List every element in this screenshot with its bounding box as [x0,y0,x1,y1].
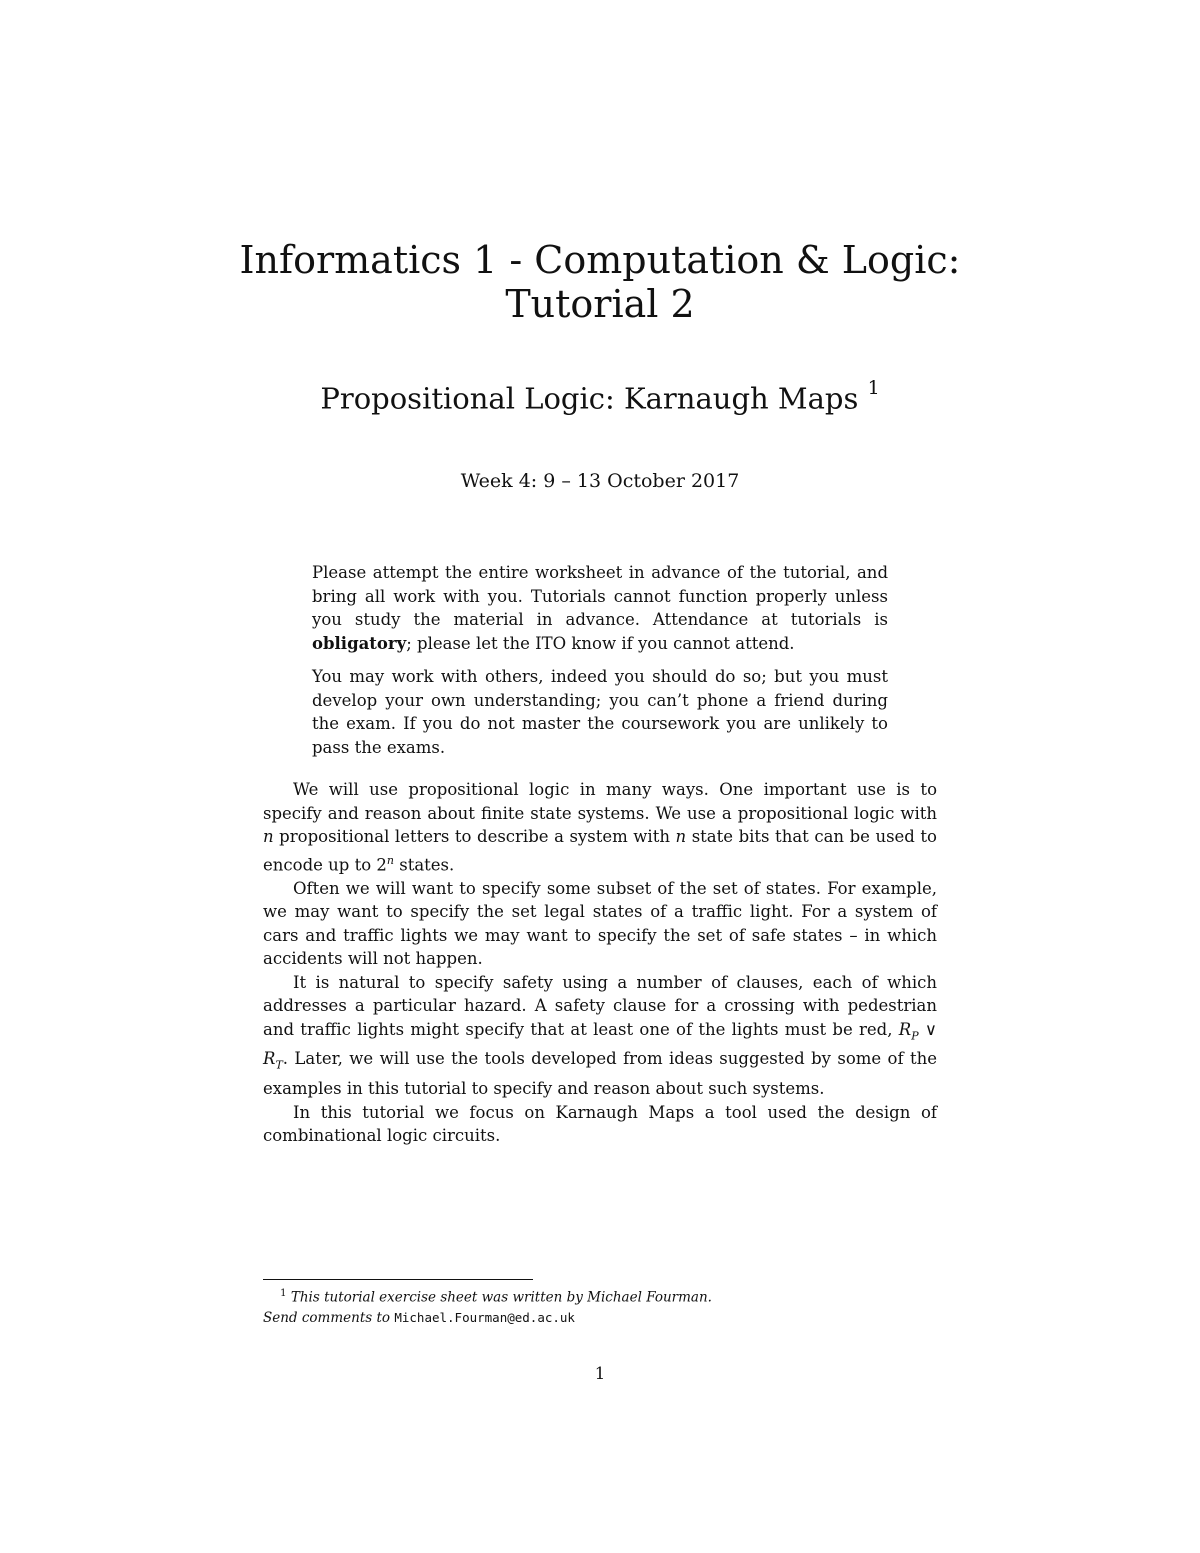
math-or-symbol: ∨ [918,1019,937,1039]
body-paragraph-1 [263,778,937,877]
footnote-divider [263,1279,533,1280]
body-p1-a: We will use propositional logic in many ways. One important use is to specify and reason about finite state systems. We use a propositional logic with [263,780,937,823]
footnote-line-2 [263,1308,937,1328]
abstract-p1-after: ; please let the ITO know if you cannot attend. [406,633,795,653]
title-line-1: Informatics 1 - Computation & Logic: [239,238,961,282]
abstract-p1-bold: obligatory [312,633,407,653]
math-exponent-n: n [386,853,394,867]
footnote-email[interactable]: Michael.Fourman@ed.ac.uk [394,1309,575,1325]
title-line-2: Tutorial 2 [505,282,695,326]
body-paragraph-2: Often we will want to specify some subset of the set of states. For example, we may want to specify the set legal states of a traffic light. For a system of cars and traffic lights we may want to specify the set of safe states – in which accidents will not happen. [263,878,937,968]
page-number: 1 [594,1364,606,1383]
math-subscript-P: P [911,1028,919,1042]
subtitle-text: Propositional Logic: Karnaugh Maps [320,381,859,416]
subtitle-footnote-mark: 1 [867,377,880,399]
body-paragraph-4: In this tutorial we focus on Karnaugh Maps a tool used the design of combinational logic circuits. [263,1102,937,1146]
body-p1-b: propositional letters to describe a system with [273,827,676,846]
body-p1-c: state bits that can be used to encode up to 2 [263,827,937,874]
math-R: R [898,1019,912,1039]
footnote-send-comments: Send comments to [263,1309,391,1326]
abstract-p1-before: Please attempt the entire worksheet in advance of the tutorial, and bring all work with you. Tutorials cannot function properly unless you study the material in advance. Attendance at tutorials is [312,563,888,629]
footnote-line-1 [263,1284,937,1308]
footnote-text: This tutorial exercise sheet was written by Michael Fourman. [290,1289,712,1306]
footnote [263,1284,937,1328]
document-title [0,238,1200,326]
body-text [263,778,937,1148]
body-paragraph-3 [263,971,937,1101]
body-p3-a: It is natural to specify safety using a number of clauses, each of which addresses a particular hazard. A safety clause for a crossing with pedestrian and traffic lights might specify that at least one of the lights must be red, [263,972,937,1039]
math-n: n [675,827,687,846]
body-p1-d: states. [393,855,455,874]
document-date: Week 4: 9 – 13 October 2017 [460,470,740,492]
abstract-paragraph-1 [312,561,888,655]
math-R: R [263,1049,276,1069]
footnote-mark: 1 [280,1288,287,1299]
document-subtitle [0,374,1200,417]
abstract [312,561,888,769]
math-subscript-T: T [275,1058,283,1072]
abstract-paragraph-2: You may work with others, indeed you should do so; but you must develop your own understanding; you can’t phone a friend during the exam. If you do not master the coursework you are unlikely to pass the exams. [312,667,888,757]
body-p3-b: . Later, we will use the tools developed from ideas suggested by some of the examples in this tutorial to specify and reason about such systems. [263,1049,937,1099]
math-n: n [263,827,274,846]
